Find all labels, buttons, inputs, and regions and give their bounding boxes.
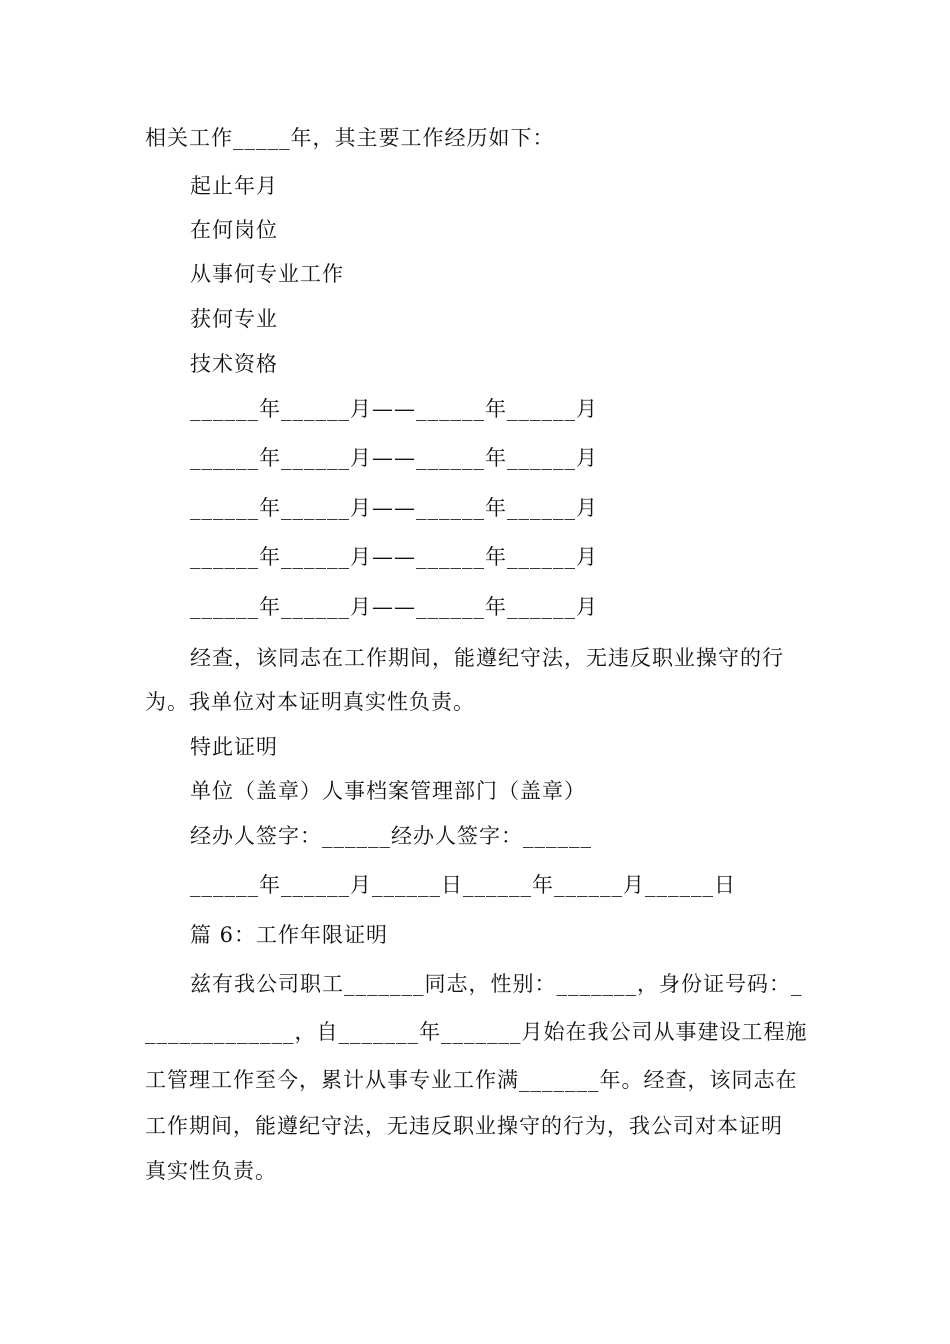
certificate-paragraph-line-4: 工作期间，能遵纪守法，无违反职业操守的行为，我公司对本证明: [145, 1114, 783, 1138]
signature-line: 经办人签字：______经办人签字：______: [190, 824, 592, 848]
field-label-specialty: 获何专业: [190, 307, 278, 331]
field-label-position: 在何岗位: [190, 218, 278, 242]
field-label-specialty-work: 从事何专业工作: [190, 262, 344, 286]
certificate-paragraph-line-1: 兹有我公司职工_______同志，性别：_______，身份证号码：_: [190, 972, 803, 996]
section-heading: 篇 6：工作年限证明: [190, 923, 389, 947]
certificate-paragraph-line-5: 真实性负责。: [145, 1159, 277, 1183]
certification-statement: 特此证明: [190, 735, 278, 759]
date-line: ______年______月______日______年______月______日: [190, 873, 736, 897]
verification-paragraph-line-1: 经查，该同志在工作期间，能遵纪守法，无违反职业操守的行: [190, 646, 784, 670]
date-range-line: ______年______月——______年______月: [190, 397, 598, 421]
field-label-tech-qualification: 技术资格: [190, 352, 278, 376]
seal-line: 单位（盖章）人事档案管理部门（盖章）: [190, 779, 586, 803]
date-range-line: ______年______月——______年______月: [190, 446, 598, 470]
certificate-paragraph-line-3: 工管理工作至今，累计从事专业工作满_______年。经查，该同志在: [145, 1068, 798, 1092]
certificate-paragraph-line-2: _____________，自_______年_______月始在我公司从事建设工程施: [145, 1020, 808, 1044]
verification-paragraph-line-2: 为。我单位对本证明真实性负责。: [145, 690, 475, 714]
date-range-line: ______年______月——______年______月: [190, 545, 598, 569]
date-range-line: ______年______月——______年______月: [190, 595, 598, 619]
experience-intro-line: 相关工作_____年，其主要工作经历如下：: [145, 126, 555, 150]
date-range-line: ______年______月——______年______月: [190, 496, 598, 520]
field-label-period: 起止年月: [190, 174, 278, 198]
